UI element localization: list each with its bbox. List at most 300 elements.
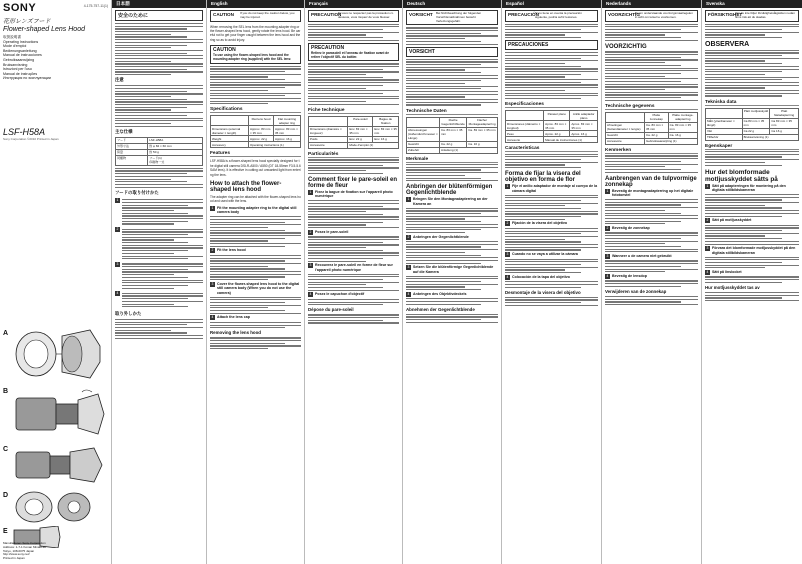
caution-box-de-2 bbox=[406, 47, 498, 57]
body-text-nl bbox=[605, 260, 698, 272]
step-title: Fit the lens hood bbox=[217, 248, 246, 253]
table-cell: Aprox. 16 g bbox=[570, 131, 598, 137]
satta-heading: Hur det blomformade motljusskyddet sätts på bbox=[705, 168, 778, 183]
step-title: Sätt på adapterringen för montering på den digitala stillbildskameran bbox=[712, 183, 786, 193]
step-number: 2 bbox=[506, 221, 509, 226]
table-cell: 約 50 g bbox=[148, 149, 203, 155]
abnehmen-heading: Abnehmen der Gegenlichtblende bbox=[406, 306, 475, 312]
lang-item: Manual de instruções bbox=[3, 71, 38, 76]
body-text-de bbox=[406, 276, 498, 291]
footer-line: Address: 1-7-1 Konan Minato-ku bbox=[3, 544, 47, 549]
body-text-de bbox=[406, 241, 498, 264]
footer-line: http://www.sony.net/ bbox=[3, 552, 30, 557]
spec-table-en bbox=[210, 115, 301, 148]
step-number: 3 bbox=[309, 263, 312, 268]
step-fr bbox=[308, 230, 399, 235]
table-cell: 約 φ 84 × 60 mm bbox=[148, 143, 203, 149]
language-tab-french: Français bbox=[305, 0, 402, 8]
step-en bbox=[210, 282, 301, 295]
body-text-de bbox=[406, 27, 498, 44]
table-cell: Aprox. 83 mm × 35 mm bbox=[544, 121, 570, 131]
body-text-es bbox=[505, 195, 598, 220]
body-text-en bbox=[210, 216, 301, 247]
step-title: Colocación de la tapa del objetivo bbox=[512, 274, 570, 279]
step-de bbox=[406, 292, 498, 297]
step-jp bbox=[115, 198, 203, 226]
step-es bbox=[505, 184, 598, 193]
body-text-es bbox=[505, 52, 598, 99]
french-column bbox=[305, 0, 403, 564]
table-header bbox=[706, 108, 743, 118]
body-text-fr bbox=[308, 200, 399, 228]
table-cell: Ca 83 mm × 35 mm bbox=[742, 118, 770, 128]
step-fr bbox=[308, 190, 399, 199]
fijar-heading: Forma de fijar la visera del objetivo en forma de flor bbox=[505, 171, 581, 184]
body-text-nl bbox=[605, 232, 698, 252]
body-text-sv bbox=[705, 50, 799, 97]
step-title: Fixez la bague de fixation sur l'appareil photo numérique bbox=[315, 189, 393, 199]
step-es bbox=[505, 221, 598, 226]
step-number: 4 bbox=[606, 273, 609, 278]
title-jp: 花形レンズフード bbox=[3, 19, 51, 25]
table-cell: Ca. 22 g bbox=[645, 132, 669, 138]
body-text-sv bbox=[705, 276, 799, 283]
table-cell: Ca. 16 g bbox=[467, 141, 498, 147]
body-text-de bbox=[406, 164, 498, 181]
caution-title: PRECAUCIONES bbox=[508, 42, 549, 49]
footer-line: Printed in Japan bbox=[3, 556, 25, 561]
step-title: Förvara det blomformade motljusskyddet på den digitala stillbildskameran bbox=[712, 246, 796, 255]
table-header: Bague de fixation bbox=[373, 116, 399, 126]
features-text: LSF-H58A is a flower-shaped lens hood specially designed for the digital still camera DSLR-A500 / A550 (DT 18-55mm F3.5-5.6 SAM lens). It is effective in cutting out unwanted light from entering the lens. bbox=[210, 159, 301, 177]
caution-box-nl bbox=[605, 10, 698, 22]
lang-item: Mode d'emploi bbox=[3, 44, 27, 49]
table-cell: LSF-H58A bbox=[148, 137, 203, 143]
step-title: Anbringen des Objektivdeckels bbox=[413, 291, 467, 296]
verwijderen-heading: Verwijderen van de zonnekap bbox=[605, 288, 667, 294]
language-tab-dutch: Nederlands bbox=[602, 0, 701, 8]
caution-lead: Om du inte följer försiktighetsåtgärden nedan finns risk att du skadas. bbox=[735, 11, 795, 19]
step-title: Fit the mounting adapter ring to the digital still camera body bbox=[217, 205, 297, 215]
step-number: 1 bbox=[407, 197, 410, 202]
title-en: Flower-shaped Lens Hood bbox=[3, 26, 85, 33]
table-cell: Env. 83 mm × 35 mm bbox=[374, 127, 397, 136]
step-es bbox=[505, 252, 598, 257]
body-text-fr bbox=[308, 236, 399, 261]
table-header: Platte montage-adapterring bbox=[668, 112, 697, 122]
table-cell: Bruksanvisning (1) bbox=[742, 134, 798, 140]
body-text-sv bbox=[705, 292, 799, 301]
step-title: Attach the lens cap bbox=[217, 315, 250, 320]
step-number: 1 bbox=[606, 188, 609, 193]
footer bbox=[3, 542, 46, 561]
figure-d-illustration bbox=[12, 490, 108, 524]
spec-table-de bbox=[406, 117, 498, 154]
step-nl bbox=[605, 274, 698, 279]
table-cell: Ca. 83 mm × 35 mm bbox=[467, 127, 498, 141]
table-header: Flache Gegenlichtblende bbox=[441, 118, 465, 127]
fiche-technique-heading: Fiche technique bbox=[308, 108, 399, 114]
step-number: 4 bbox=[407, 291, 410, 296]
step-jp bbox=[115, 262, 203, 290]
sony-logo: SONY bbox=[3, 2, 37, 14]
table-cell: Abmessungen (Außendurchmesser × Länge) bbox=[408, 128, 438, 141]
model-note: Sony Corporation ©2010 Printed in Japan bbox=[3, 136, 59, 141]
table-cell: フード bbox=[116, 137, 148, 143]
body-text-en bbox=[210, 322, 301, 329]
lang-item: Manual de instrucciones bbox=[3, 53, 42, 58]
step-number: 3 bbox=[407, 265, 410, 270]
body-text-nl bbox=[605, 199, 698, 224]
step-en bbox=[210, 248, 301, 253]
table-cell: Approx. 83 mm × 35 mm bbox=[273, 126, 300, 136]
step-number: 3 bbox=[116, 261, 119, 266]
body-text-sv bbox=[705, 24, 799, 39]
aanbrengen-heading: Aanbrengen van de tulpvormige zonnekap bbox=[605, 175, 697, 188]
caution-lead: Neem onderstaande voorzorgsmaatregelen in acht om letsel te voorkomen. bbox=[635, 11, 693, 19]
step-number: 4 bbox=[309, 292, 312, 297]
caution-lead: Retirez le parasoleil et l'anneau de fixation avant de retirer l'objectif SEL du boîtier. bbox=[311, 50, 389, 60]
body-text-de bbox=[406, 59, 498, 106]
body-text-nl bbox=[605, 24, 698, 41]
step-nl bbox=[605, 226, 698, 231]
step-sv bbox=[705, 246, 799, 255]
model-number: LSF-H58A bbox=[3, 126, 46, 137]
step-number: 4 bbox=[116, 291, 119, 296]
table-header: Platte zonnekap bbox=[645, 112, 669, 122]
step-number: 4 bbox=[211, 315, 214, 320]
swedish-column bbox=[702, 0, 802, 564]
step-fr bbox=[308, 263, 399, 272]
table-cell: Accessoire bbox=[309, 142, 348, 148]
step-title: Posez le capuchon d'objectif bbox=[315, 292, 365, 297]
table-cell: Zubehör bbox=[407, 147, 440, 153]
step-jp bbox=[115, 291, 203, 309]
step-number: 2 bbox=[116, 227, 119, 232]
table-cell: 質量 bbox=[116, 149, 148, 155]
lang-item: 取扱説明書 bbox=[3, 35, 21, 39]
table-cell: Ca. 16 g bbox=[668, 132, 697, 138]
table-cell: Approx. 83 mm × 35 mm bbox=[249, 126, 274, 136]
step-number: 2 bbox=[309, 229, 312, 234]
anbringen-heading: Anbringen der blütenförmigen Gegenlichtblende bbox=[406, 184, 493, 197]
body-text-jp bbox=[115, 319, 203, 339]
fixer-heading: Comment fixer le pare-soleil en forme de fleur bbox=[308, 176, 398, 189]
figure-a-lens-hood-illustration bbox=[12, 326, 108, 382]
table-cell: Peso bbox=[506, 131, 544, 137]
observera-heading: OBSERVERA bbox=[705, 41, 750, 49]
caution-box-es bbox=[505, 10, 598, 22]
step-title: Fije el anillo adaptador de montaje al cuerpo de la cámara digital bbox=[512, 184, 598, 193]
step-title: Setzen Sie die blütenförmige Gegenlichtblende auf die Kamera bbox=[413, 265, 494, 274]
body-text-fr bbox=[308, 63, 399, 105]
step-number: 3 bbox=[606, 253, 609, 258]
step-title: Bevestig de montageadapterring op het digitale fototoestel bbox=[612, 188, 694, 198]
caution-box-jp bbox=[115, 10, 203, 21]
doc-code: 4-175-757-11(1) bbox=[83, 4, 108, 8]
features-heading: Features bbox=[210, 151, 301, 157]
german-column bbox=[403, 0, 502, 564]
table-cell-line: フード(1) bbox=[149, 156, 162, 161]
caution-title: PRECAUTION bbox=[311, 44, 345, 51]
body-text-nl bbox=[605, 155, 698, 172]
spec-table-fr bbox=[308, 116, 399, 149]
table-cell: Env. 22 g bbox=[348, 136, 373, 142]
step-title: Wanneer u de camera niet gebruikt bbox=[612, 253, 672, 258]
body-text-de bbox=[406, 298, 498, 305]
dutch-column bbox=[602, 0, 702, 564]
table-cell-line: 印刷物一式 bbox=[149, 160, 165, 165]
step-number: 3 bbox=[211, 281, 214, 286]
caution-lead: Si no tiene en cuenta la precaución siguiente, podría sufrir lesiones. bbox=[535, 11, 582, 19]
language-tab-english: English bbox=[207, 0, 304, 8]
table-cell: Dimensions (diamètre × longueur) bbox=[309, 126, 348, 136]
body-text-nl bbox=[605, 51, 698, 101]
table-cell: Aprox. 22 g bbox=[544, 131, 570, 137]
caution-title: 安全のために bbox=[118, 13, 149, 19]
egenskaper-heading: Egenskaper bbox=[705, 144, 799, 150]
step-number: 2 bbox=[407, 234, 410, 239]
table-header bbox=[407, 117, 440, 127]
especificaciones-heading: Especificaciones bbox=[505, 102, 598, 108]
section-heading: 取り外しかた bbox=[115, 310, 142, 316]
caution-title: PRECAUTION bbox=[311, 12, 342, 17]
body-text-sv bbox=[705, 151, 799, 166]
step-title: Posez le pare-soleil bbox=[315, 229, 349, 234]
removing-heading: Removing the lens hood bbox=[210, 330, 261, 336]
table-cell: Ca. 83 mm × 35 mm bbox=[668, 122, 697, 132]
step-sv bbox=[705, 218, 799, 223]
step-title: Anbringen der Gegenlichtblende bbox=[413, 234, 469, 239]
lang-item: Operating Instructions bbox=[3, 39, 39, 44]
step-sv bbox=[705, 184, 799, 193]
body-text-jp bbox=[115, 85, 203, 127]
lang-item: Bruksanvisning bbox=[3, 62, 28, 67]
footer-line: Tokyo, 108-0075 Japan bbox=[3, 548, 35, 553]
table-cell: Gebruiksaanwijzing (1) bbox=[645, 138, 698, 144]
body-text-sv bbox=[705, 225, 799, 245]
body-text-es bbox=[505, 228, 598, 251]
body-text-en bbox=[210, 66, 301, 105]
table-cell: Poids bbox=[309, 136, 348, 142]
technische-daten-heading: Technische Daten bbox=[406, 109, 498, 115]
table-cell: Approx. 16 g bbox=[273, 136, 300, 142]
lang-item: Инструкция по эксплуатации bbox=[3, 76, 51, 81]
step-number: 4 bbox=[706, 269, 709, 274]
table-cell: 同梱物 bbox=[116, 155, 148, 165]
step-title: Bevestig de zonnekap bbox=[612, 225, 650, 230]
table-cell: Dimensiones (diámetro × longitud) bbox=[506, 121, 544, 131]
table-cell: Aprox. 83 mm × 35 mm bbox=[570, 121, 598, 131]
table-cell: 外形寸法 bbox=[116, 143, 148, 149]
footer-line: Manufacturer: Sony Corporation bbox=[3, 541, 46, 546]
table-cell: Env. 83 mm × 35 mm bbox=[348, 126, 373, 136]
table-cell: Ca. 83 mm × 35 mm bbox=[440, 127, 467, 141]
table-header: Flat lens hood bbox=[249, 116, 274, 126]
language-tab-german: Deutsch bbox=[403, 0, 501, 8]
caution-title: CAUTION bbox=[213, 47, 236, 54]
tabort-heading: Hur motljusskyddet tas av bbox=[705, 285, 760, 291]
step-title: Bringen Sie den Montageadapterring an der Kamera an bbox=[413, 197, 488, 206]
cover-column bbox=[0, 0, 112, 564]
table-cell: Ca 83 mm × 35 mm bbox=[770, 118, 799, 128]
body-text-de bbox=[406, 208, 498, 233]
table-cell: Operating instructions (1) bbox=[249, 142, 301, 148]
caution-box-en bbox=[210, 10, 301, 22]
step-number: 1 bbox=[211, 205, 214, 210]
table-header: Platt motljusskydd bbox=[742, 108, 770, 118]
body-text-en bbox=[210, 337, 301, 349]
table-cell: Vikt bbox=[706, 128, 743, 134]
step-number: 1 bbox=[506, 184, 509, 189]
table-cell: Afmetingen (buitendiameter × lengte) bbox=[606, 122, 645, 132]
language-list bbox=[3, 35, 108, 81]
step-number: 3 bbox=[706, 246, 709, 251]
english-column bbox=[207, 0, 305, 564]
caution-lead: Bei Nichtbeachtung der folgenden Vorsichtsmaßnahmen besteht Verletzungsgefahr. bbox=[436, 11, 482, 23]
figure-c-illustration bbox=[12, 444, 108, 486]
caution-text: When removing the SEL lens from the mounting adapter ring or the flower-shaped lens hood, gently rotate the lens hood. Be careful not to get your finger caught between the lens hood and the ring so as to avoid injury. bbox=[210, 24, 301, 42]
lang-item: Gebruiksaanwijzing bbox=[3, 57, 35, 62]
body-text-jp bbox=[115, 23, 203, 75]
table-header bbox=[506, 111, 544, 121]
language-tab-japanese: 日本語 bbox=[112, 0, 206, 8]
step-jp bbox=[115, 227, 203, 261]
step-title: Bevestig de lensdop bbox=[612, 273, 647, 278]
table-cell: Accesorio bbox=[506, 137, 544, 143]
step-number: 3 bbox=[506, 252, 509, 257]
body-text-fr bbox=[308, 159, 399, 174]
body-text-sv bbox=[705, 194, 799, 217]
language-tab-swedish: Svenska bbox=[702, 0, 802, 8]
caution-title: FÖRSIKTIGHET bbox=[708, 12, 743, 17]
table-header: Anillo adaptador plano bbox=[570, 111, 598, 121]
step-number: 4 bbox=[506, 274, 509, 279]
caracteristicas-heading: Características bbox=[505, 146, 598, 152]
table-cell: Env. 16 g bbox=[373, 136, 399, 142]
step-number: 1 bbox=[706, 183, 709, 188]
step-de bbox=[406, 197, 498, 206]
lang-item: Bedienungsanleitung bbox=[3, 48, 37, 53]
lang-item: Istruzioni per l'uso bbox=[3, 67, 32, 72]
figure-b-camera-illustration bbox=[12, 386, 108, 442]
caution-title: VOORZICHTIG bbox=[608, 12, 640, 17]
step-de bbox=[406, 265, 498, 274]
caution-box-fr bbox=[308, 10, 399, 22]
figure-label-a: A bbox=[3, 330, 9, 337]
section-heading: 主な仕様 bbox=[115, 128, 133, 134]
figure-label-e: E bbox=[3, 528, 8, 535]
table-cell: Gewicht bbox=[407, 141, 440, 147]
body-text-jp bbox=[115, 168, 203, 188]
table-header: Pare-soleil bbox=[348, 116, 373, 126]
step-title: Fijación de la visera del objetivo bbox=[512, 221, 568, 226]
step-title: Recouvrez le pare-soleil en forme de fleur sur l'appareil photo numérique bbox=[315, 263, 393, 272]
caution-box-sv bbox=[705, 10, 799, 22]
table-cell: Gewicht bbox=[606, 132, 645, 138]
caution-title: VORSICHT bbox=[409, 12, 433, 17]
caution-title: CAUTION bbox=[213, 12, 234, 17]
table-cell: Ca 16 g bbox=[770, 128, 799, 134]
body-text-en bbox=[210, 297, 301, 314]
caution-box-es-2 bbox=[505, 40, 598, 50]
table-cell: Mode d'emploi (1) bbox=[348, 142, 399, 148]
caution-title: PRECAUCIÓN bbox=[508, 12, 539, 17]
body-text-fr bbox=[308, 314, 399, 323]
table-cell: Anleitung (1) bbox=[440, 147, 498, 153]
table-header bbox=[211, 116, 249, 126]
merkmale-heading: Merkmale bbox=[406, 157, 498, 163]
table-cell: Accessoire bbox=[606, 138, 645, 144]
caution-heading-2: VOORZICHTIG bbox=[605, 43, 647, 50]
table-cell bbox=[148, 155, 203, 165]
step-en bbox=[210, 206, 301, 215]
retrait-heading: Dépose du pare-soleil bbox=[308, 307, 354, 313]
step-nl bbox=[605, 254, 698, 259]
body-text-es bbox=[505, 154, 598, 169]
spec-table-nl bbox=[605, 112, 698, 145]
figure-label-d: D bbox=[3, 492, 9, 499]
table-cell: Dimensions (external diameter × length) bbox=[211, 126, 249, 136]
caution-title: VORSICHT bbox=[409, 48, 435, 55]
how-to-note: The adapter ring can be attached with the flower-shaped lens hood and used with the lens. bbox=[210, 195, 301, 204]
table-header: Platt fästadapterring bbox=[770, 108, 799, 118]
step-number: 2 bbox=[606, 225, 609, 230]
kenmerken-heading: Kenmerken bbox=[605, 148, 698, 154]
table-header: Parasol plano bbox=[544, 111, 570, 121]
caution-box-en-2 bbox=[210, 45, 301, 63]
step-nl bbox=[605, 189, 698, 198]
body-text-nl bbox=[605, 280, 698, 287]
body-text-fr bbox=[308, 24, 399, 41]
table-cell: Manual de instrucciones (1) bbox=[544, 137, 598, 143]
body-text-sv bbox=[705, 257, 799, 269]
step-title: Sätt på motljusskyddet bbox=[712, 218, 752, 223]
body-text-de bbox=[406, 314, 498, 323]
caution-lead: If you do not keep the caution below, you may be injured. bbox=[240, 11, 295, 19]
body-text-nl bbox=[605, 296, 698, 305]
specifications-heading: Specifications bbox=[210, 107, 301, 113]
caution-box-de bbox=[406, 10, 498, 25]
body-text-es bbox=[505, 259, 598, 274]
tekniska-data-heading: Tekniska data bbox=[705, 100, 799, 106]
caution-lead: Si vous ne respectez pas la précaution ci-dessous, vous risquez de vous blesser. bbox=[338, 11, 394, 19]
step-number: 2 bbox=[706, 218, 709, 223]
step-sv bbox=[705, 270, 799, 275]
japanese-column bbox=[112, 0, 207, 564]
step-fr bbox=[308, 292, 399, 297]
step-title: Cover the flower-shaped lens hood to the digital still camera body (When you do not use the camera) bbox=[217, 281, 300, 295]
step-title: Sätt på linslocket bbox=[712, 269, 742, 274]
table-cell: Approx. 22 g bbox=[249, 136, 274, 142]
table-header bbox=[606, 112, 645, 122]
table-cell: Weight bbox=[211, 136, 249, 142]
body-text-en bbox=[210, 255, 301, 280]
table-cell: Accessory bbox=[211, 142, 249, 148]
body-text-es bbox=[505, 24, 598, 39]
spanish-column bbox=[502, 0, 602, 564]
table-cell: Mått (ytterdiameter × längd) bbox=[706, 118, 743, 128]
step-es bbox=[505, 275, 598, 280]
section-heading: フードの取り付けかた bbox=[115, 189, 159, 195]
language-tab-spanish: Español bbox=[502, 0, 601, 8]
section-heading: 注意 bbox=[115, 77, 124, 83]
body-text-es bbox=[505, 297, 598, 306]
technische-gegevens-heading: Technische gegevens bbox=[605, 104, 698, 110]
retirar-heading: Desmontaje de la visera del objetivo bbox=[505, 289, 581, 295]
step-de bbox=[406, 235, 498, 240]
spec-table-es bbox=[505, 110, 598, 143]
